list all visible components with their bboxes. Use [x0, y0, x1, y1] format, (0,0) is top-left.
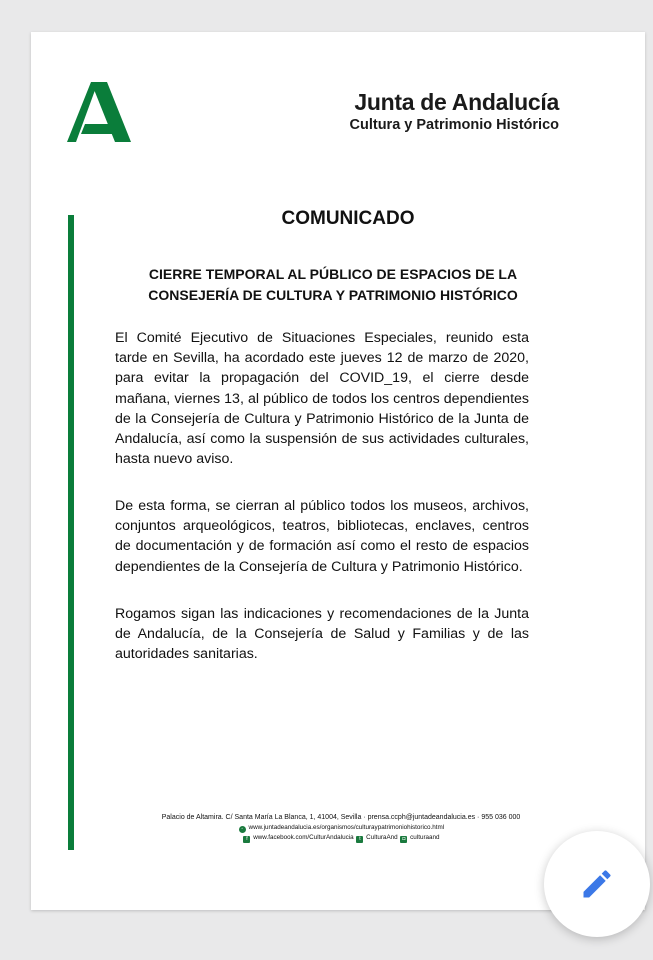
paragraph-text: El Comité Ejecutivo de Situaciones Especiales, reunido esta tarde en Sevilla, ha acordado este jueves 12 de marzo de 2020, para evitar la propagación del COVID_19, el cierre desde mañana, viernes 13, al público de todos los centros dependientes de la Consejería de Cultura y Patrimonio Histórico de la Junta de Andalucía, así como la suspensión de sus actividades culturales, hasta nuevo aviso.: [115, 330, 529, 468]
facebook-icon: f: [243, 836, 250, 843]
footer-address: Palacio de Altamira. C/ Santa María La Blanca, 1, 41004, Sevilla · prensa.ccph@juntadeandalucia.es · 955 036 000: [161, 814, 521, 821]
paragraph-1: [115, 328, 529, 469]
footer-website-line: [131, 823, 551, 833]
header-title: [350, 88, 559, 134]
paragraph-3: [115, 604, 529, 665]
footer-facebook: www.facebook.com/CulturAndalucia: [253, 833, 354, 841]
subtitle-line-1: CIERRE TEMPORAL AL PÚBLICO DE ESPACIOS DE LA: [148, 266, 518, 282]
footer-twitter: CulturaAnd: [366, 833, 398, 841]
document-title: COMUNICADO: [281, 208, 415, 229]
globe-icon: ◦: [239, 826, 246, 833]
footer-social-line: [131, 833, 551, 843]
paragraph-2: [115, 496, 529, 577]
document-subtitle: [111, 264, 555, 306]
twitter-icon: t: [356, 836, 363, 843]
edit-button[interactable]: [544, 831, 650, 937]
footer-website: www.juntadeandalucia.es/organismos/culturaypatrimoniohistorico.html: [248, 823, 445, 831]
junta-andalucia-logo: [67, 82, 131, 142]
paragraph-text: De esta forma, se cierran al público todos los museos, archivos, conjuntos arqueológicos, teatros, bibliotecas, enclaves, centros de documentación y de formación así como el resto de espacios dependientes de la Consejería de Cultura y Patrimonio Histórico.: [115, 498, 529, 575]
dept-name: Cultura y Patrimonio Histórico: [349, 117, 559, 133]
footer-instagram: culturaand: [410, 833, 440, 841]
org-name: Junta de Andalucía: [354, 89, 559, 115]
pencil-icon: [579, 866, 615, 902]
green-margin-bar: [68, 215, 74, 850]
document-footer: [131, 813, 551, 843]
document-page: [31, 32, 645, 910]
instagram-icon: ◘: [402, 835, 406, 842]
paragraph-text: Rogamos sigan las indicaciones y recomendaciones de la Junta de Andalucía, de la Consejería de Salud y Familias y de las autoridades sanitarias.: [115, 606, 529, 663]
subtitle-line-2: CONSEJERÍA DE CULTURA Y PATRIMONIO HISTÓRICO: [148, 287, 518, 303]
